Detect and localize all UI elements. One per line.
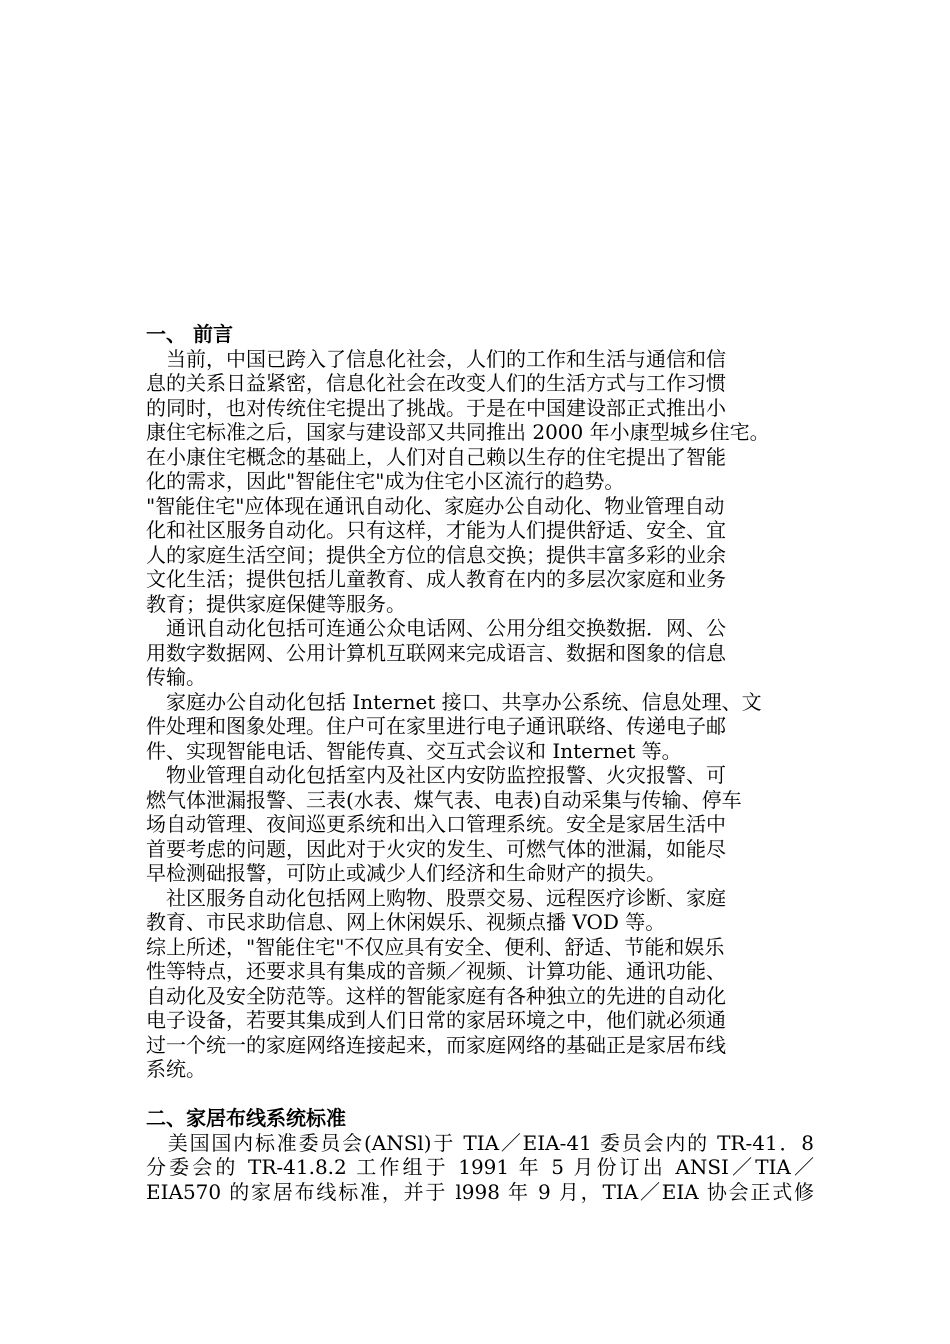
document-page (146, 322, 814, 1204)
text-line: 性等特点，还要求具有集成的音频／视频、计算功能、通讯功能、 (146, 959, 726, 983)
text-line: 文化生活；提供包括儿童教育、成人教育在内的多层次家庭和业务 (146, 567, 726, 591)
text-line: "智能住宅"应体现在通讯自动化、家庭办公自动化、物业管理自动 (146, 493, 725, 518)
text-line: 电子设备，若要其集成到人们日常的家居环境之中，他们就必须通 (146, 1008, 726, 1032)
standards-body (146, 1131, 814, 1205)
text-line: 康住宅标准之后，国家与建设部又共同推出 2000 年小康型城乡住宅。 (146, 420, 770, 444)
text-line: 教育；提供家庭保健等服务。 (146, 591, 406, 616)
text-line: 用数字数据网、公用计算机互联网来完成语言、数据和图象的信息 (146, 640, 726, 665)
text-line: 过一个统一的家庭网络连接起来，而家庭网络的基础正是家居布线 (146, 1032, 726, 1057)
text-line: 人的家庭生活空间；提供全方位的信息交换；提供丰富多彩的业余 (146, 542, 726, 567)
text-line: 当前，中国已跨入了信息化社会，人们的工作和生活与通信和信 (146, 346, 726, 371)
text-line: EIA570 的家居布线标准，并于 l998 年 9 月，TIA／EIA 协会正式修 (146, 1179, 814, 1204)
text-line: 通讯自动化包括可连通公众电话网、公用分组交换数据．网、公 (146, 616, 726, 640)
text-line: 美国国内标准委员会(ANSl)于 TIA／EIA-41 委员会内的 TR-41．8 (146, 1130, 814, 1155)
text-line: 在小康住宅概念的基础上，人们对自己赖以生存的住宅提出了智能 (146, 444, 726, 469)
text-line: 件、实现智能电话、智能传真、交互式会议和 Internet 等。 (146, 738, 682, 763)
text-line: 自动化及安全防范等。这样的智能家庭有各种独立的先进的自动化 (146, 983, 726, 1008)
text-line: 件处理和图象处理。住户可在家里进行电子通讯联络、传递电子邮 (146, 714, 726, 738)
text-line: 首要考虑的问题，因此对于火灾的发生、可燃气体的泄漏，如能尽 (146, 836, 726, 861)
text-line: 系统。 (146, 1057, 206, 1081)
text-line: 综上所述，"智能住宅"不仅应具有安全、便利、舒适、节能和娱乐 (146, 934, 725, 959)
text-line: 化的需求，因此"智能住宅"成为住宅小区流行的趋势。 (146, 469, 625, 493)
text-line: 传输。 (146, 665, 206, 689)
section-heading-preface: 一、 前言 (146, 322, 233, 346)
text-line: 早检测础报警，可防止或减少人们经济和生命财产的损失。 (146, 861, 666, 885)
preface-body (146, 347, 814, 1082)
text-line: 物业管理自动化包括室内及社区内安防监控报警、火灾报警、可 (146, 763, 726, 787)
text-line: 的同时，也对传统住宅提出了挑战。于是在中国建设部正式推出小 (146, 395, 726, 420)
text-line: 场自动管理、夜间巡更系统和出入口管理系统。安全是家居生活中 (146, 812, 726, 836)
text-line: 化和社区服务自动化。只有这样，才能为人们提供舒适、安全、宜 (146, 518, 726, 542)
section-heading-cabling-standards: 二、家居布线系统标准 (146, 1106, 346, 1130)
section-spacer (146, 1082, 814, 1107)
text-line: 教育、市民求助信息、网上休闲娱乐、视频点播 VOD 等。 (146, 910, 666, 934)
text-line: 家庭办公自动化包括 Internet 接口、共享办公系统、信息处理、文 (146, 689, 762, 714)
text-line: 社区服务自动化包括网上购物、股票交易、远程医疗诊断、家庭 (146, 885, 726, 910)
text-line: 分委会的 TR-41.8.2 工作组于 1991 年 5 月份订出 ANSI／TIA／ (146, 1155, 814, 1179)
text-line: 息的关系日益紧密，信息化社会在改变人们的生活方式与工作习惯 (146, 371, 726, 395)
text-line: 燃气体泄漏报警、三表(水表、煤气表、电表)自动采集与传输、停车 (146, 787, 742, 812)
